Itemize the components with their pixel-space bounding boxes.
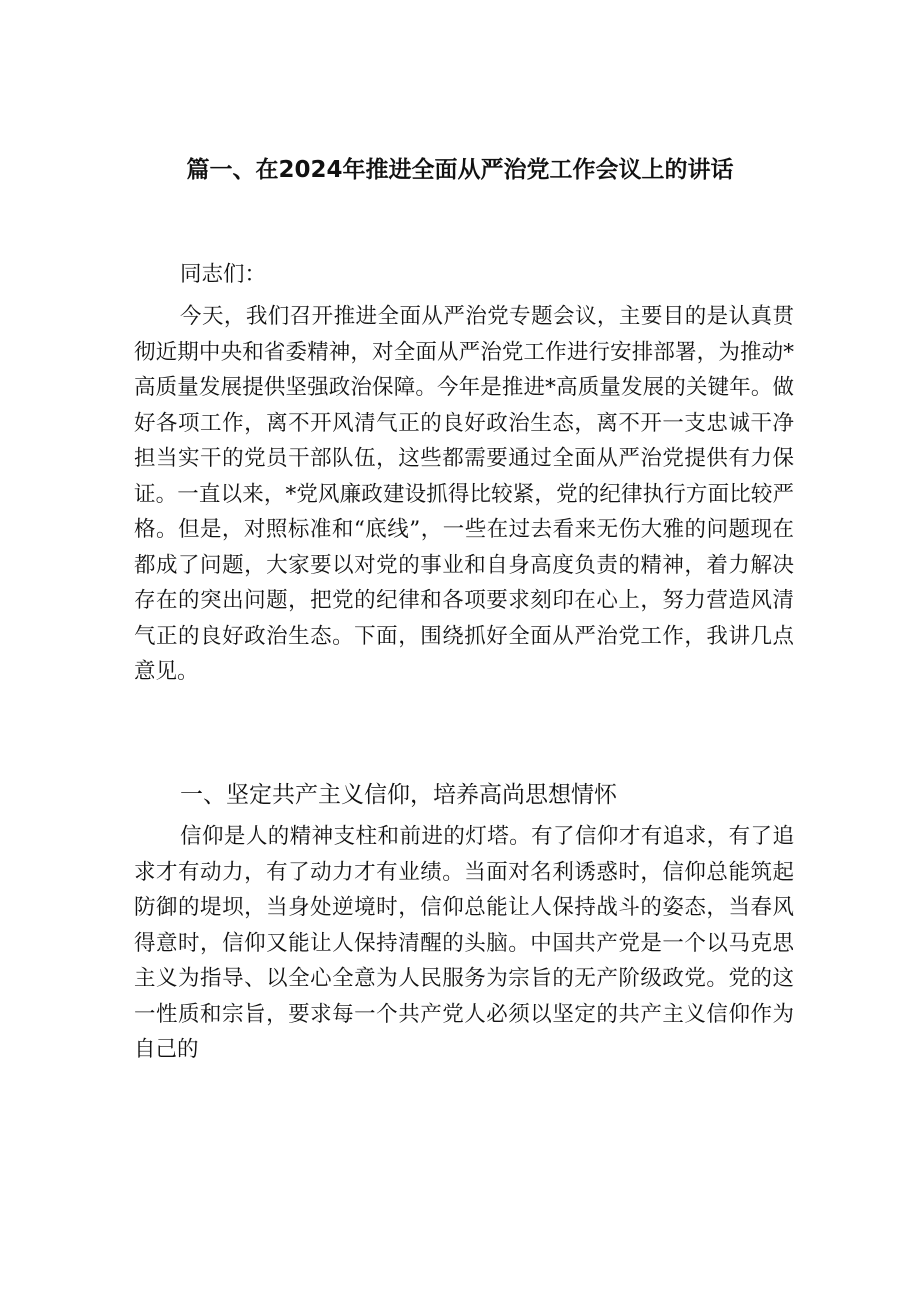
section-heading-1: 一、坚定共产主义信仰，培养高尚思想情怀 [180, 782, 617, 808]
document-title: 篇一、在2024年推进全面从严治党工作会议上的讲话 [186, 157, 734, 183]
greeting-text: 同志们： [180, 262, 267, 287]
body-paragraph-2: 信仰是人的精神支柱和前进的灯塔。有了信仰才有追求，有了追求才有动力，有了动力才有业绩。当面对名利诱惑时，信仰总能筑起防御的堤坝，当身处逆境时，信仰总能让人保持战斗的姿态，当春风得意时，信仰又能让人保持清醒的头脑。中国共产党是一个以马克思主义为指导、以全心全意为人民服务为宗旨的无产阶级政党。党的这一性质和宗旨，要求每一个共产党人必须以坚定的共产主义信仰作为自己的 [134, 824, 794, 1062]
body-paragraph-1: 今天，我们召开推进全面从严治党专题会议，主要目的是认真贯彻近期中央和省委精神，对全面从严治党工作进行安排部署，为推动*高质量发展提供坚强政治保障。今年是推进*高质量发展的关键年。做好各项工作，离不开风清气正的良好政治生态，离不开一支忠诚干净担当实干的党员干部队伍，这些都需要通过全面从严治党提供有力保证。一直以来，*党风廉政建设抓得比较紧，党的纪律执行方面比较严格。但是，对照标准和“底线”，一些在过去看来无伤大雅的问题现在都成了问题，大家要以对党的事业和自身高度负责的精神，着力解决存在的突出问题，把党的纪律和各项要求刻印在心上，努力营造风清气正的良好政治生态。下面，围绕抓好全面从严治党工作，我讲几点意见。 [134, 304, 794, 684]
